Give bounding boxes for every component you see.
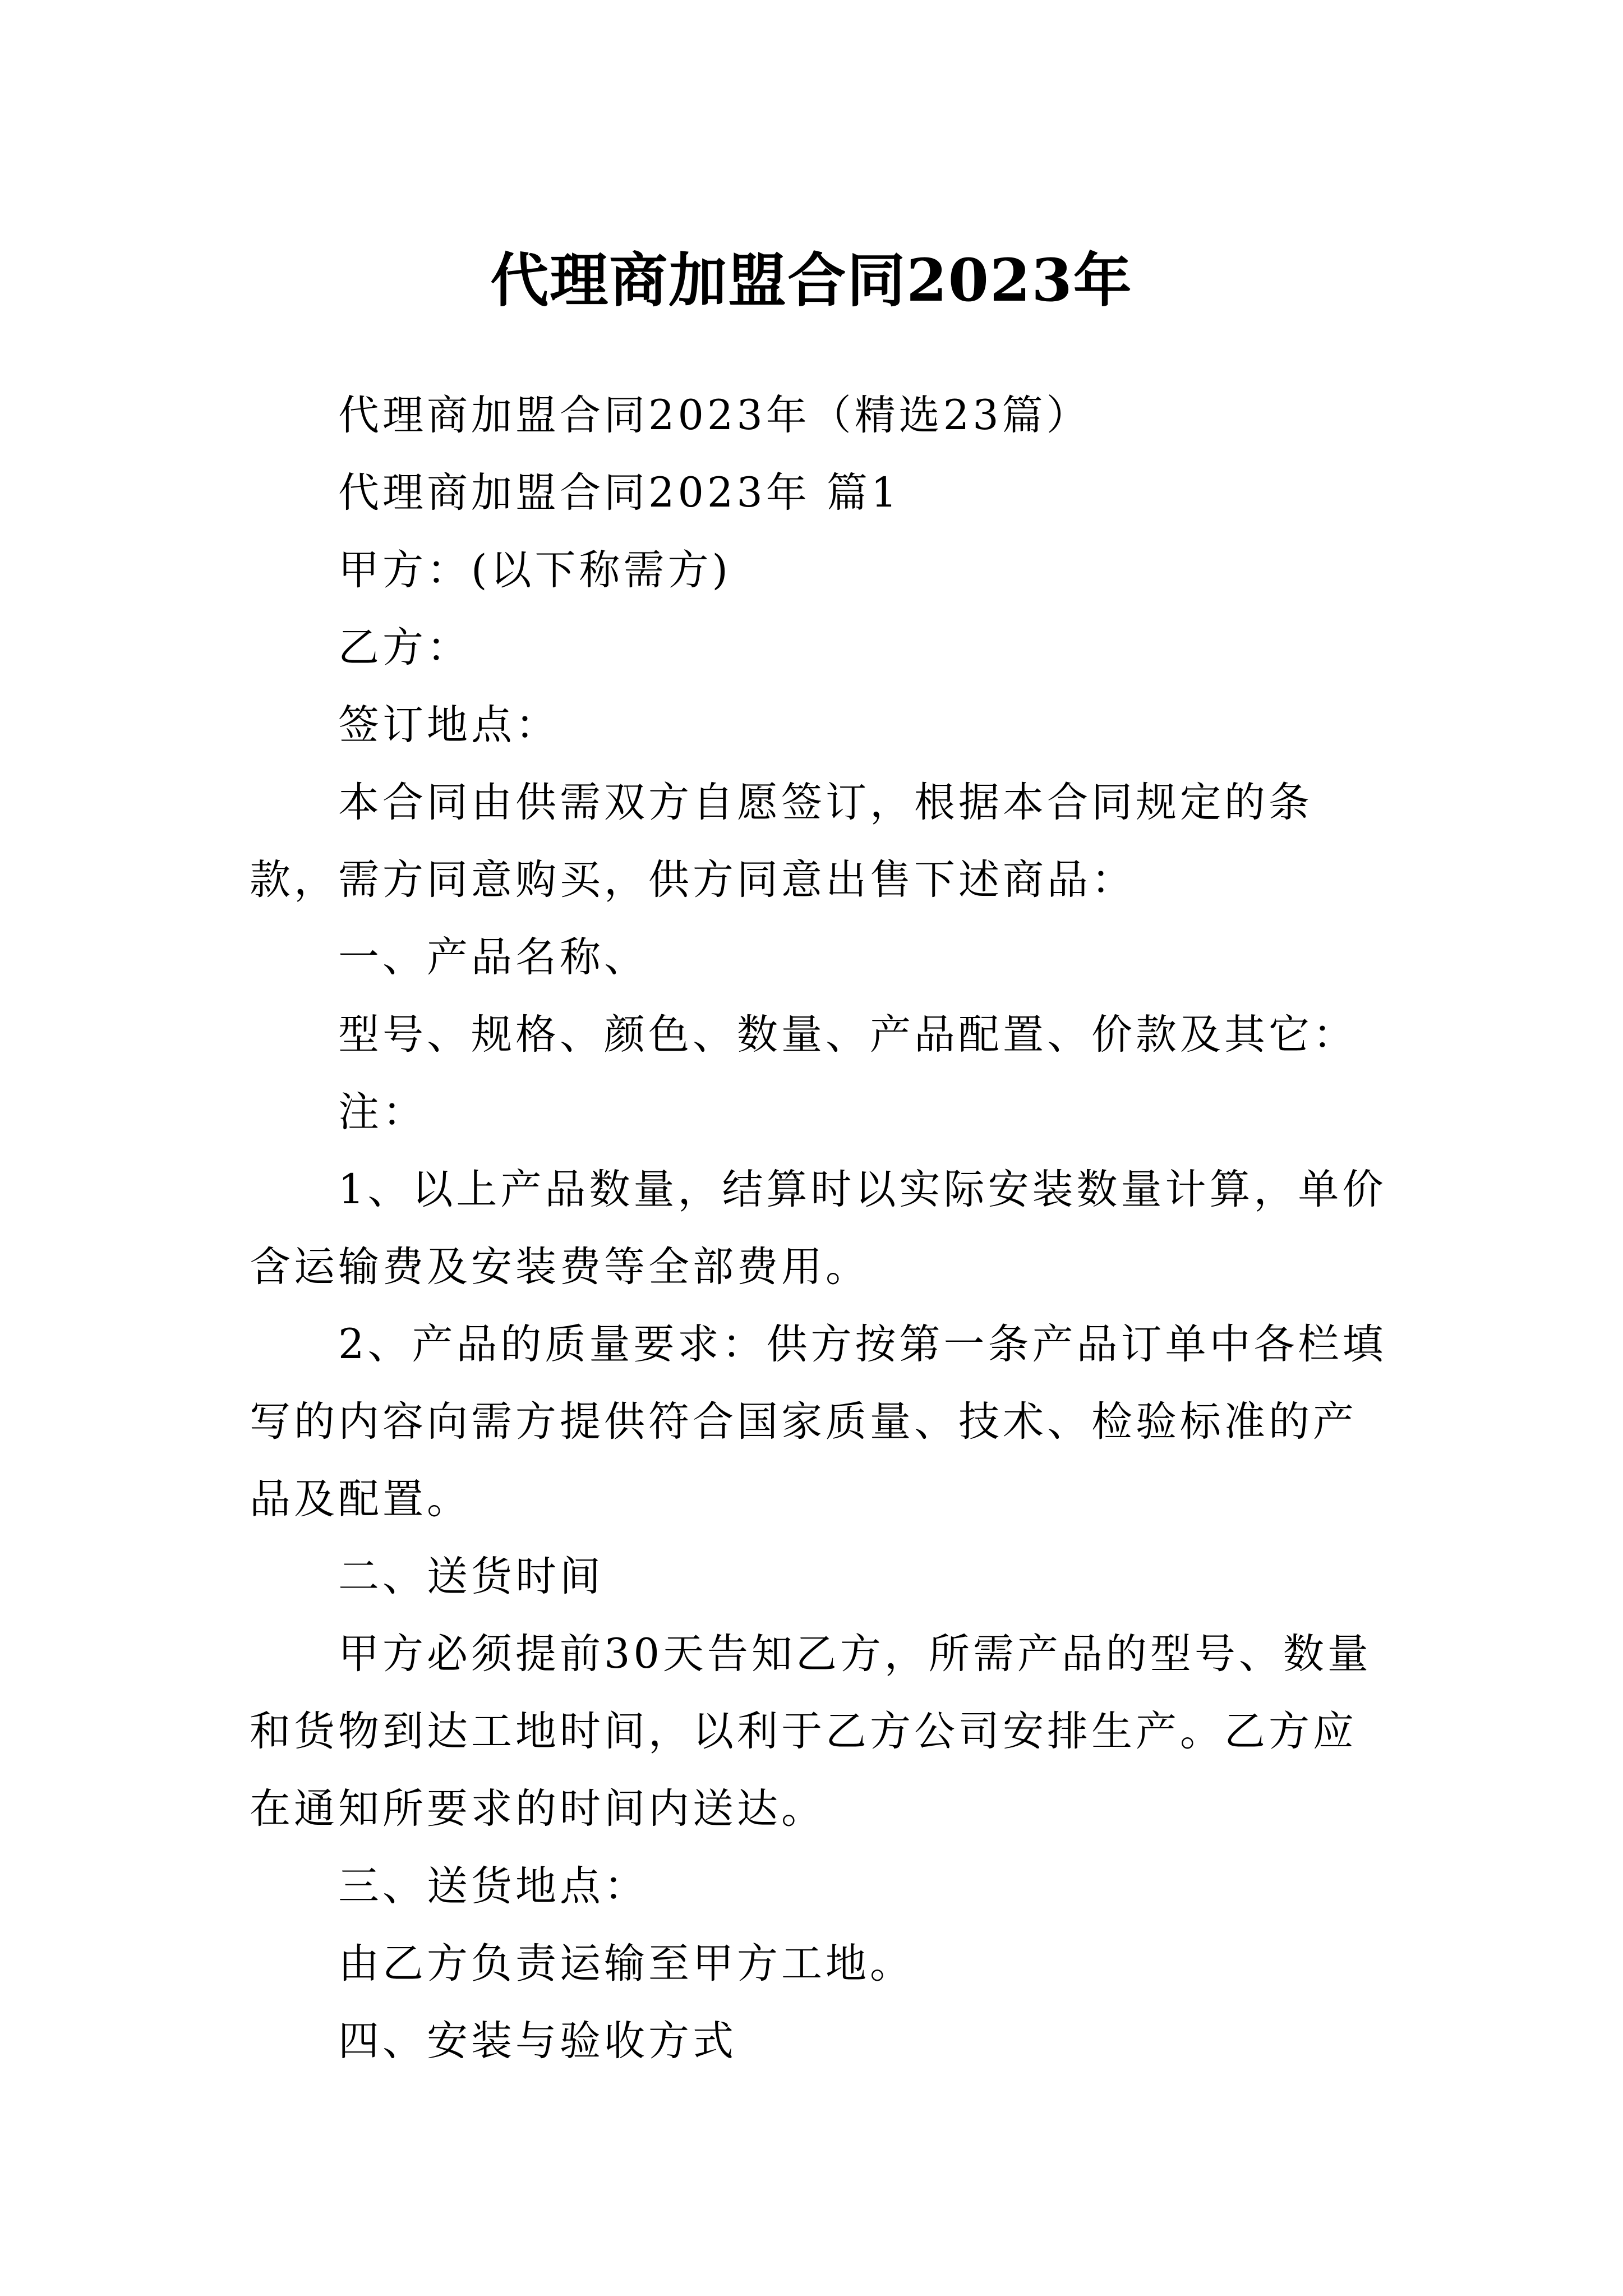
paragraph-note-2: 2、产品的质量要求：供方按第一条产品订单中各栏填写的内容向需方提供符合国家质量、技术、检验标准的产品及配置。 [250,1320,1387,1523]
paragraph-contract-intro: 本合同由供需双方自愿签订，根据本合同规定的条款，需方同意购买，供方同意出售下述商品： [250,779,1313,904]
paragraph-section-2-heading: 二、送货时间 [338,1553,604,1600]
paragraph-signing-place: 签订地点： [338,701,560,749]
paragraph-section-4-heading: 四、安装与验收方式 [338,2017,737,2065]
paragraph-note-1: 1、以上产品数量，结算时以实际安装数量计算，单价含运输费及安装费等全部费用。 [250,1166,1387,1291]
paragraph-chapter-heading: 代理商加盟合同2023年 篇1 [338,469,901,517]
paragraph-section-1-heading: 一、产品名称、 [338,933,648,981]
paragraph-section-3-heading: 三、送货地点： [338,1862,648,1910]
paragraph-subtitle: 代理商加盟合同2023年（精选23篇） [338,392,1091,439]
paragraph-delivery-time: 甲方必须提前30天告知乙方，所需产品的型号、数量和货物到达工地时间，以利于乙方公司安排生产。乙方应在通知所要求的时间内送达。 [250,1630,1372,1833]
paragraph-party-b: 乙方： [338,624,471,671]
document-title: 代理商加盟合同2023年 [490,245,1133,315]
paragraph-delivery-place: 由乙方负责运输至甲方工地。 [338,1940,914,1987]
paragraph-party-a: 甲方：(以下称需方) [338,546,731,594]
paragraph-product-specs: 型号、规格、颜色、数量、产品配置、价款及其它： [338,1011,1357,1059]
document-body [250,377,1388,2080]
paragraph-note-label: 注： [338,1088,427,1136]
